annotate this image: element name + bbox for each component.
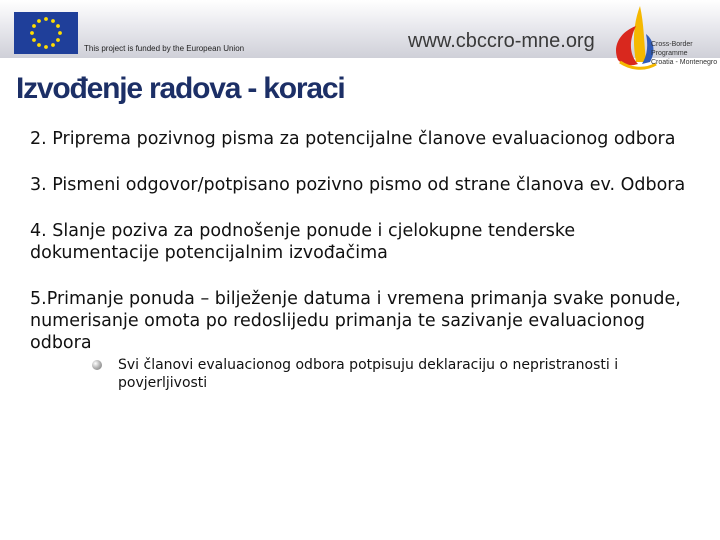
eu-flag-icon — [14, 12, 78, 54]
sub-bullet-text: Svi članovi evaluacionog odbora potpisuju deklaraciju o nepristranosti i povjerljivosti — [118, 357, 619, 391]
step-item: 2. Priprema pozivnog pisma za potencijalne članove evaluacionog odbora — [30, 129, 676, 149]
slide-content — [30, 128, 700, 392]
slide-title: Izvođenje radova - koraci — [16, 72, 345, 105]
logo-line: Cross-Border — [651, 41, 693, 48]
bullet-icon — [92, 360, 102, 370]
logo-caption — [651, 40, 717, 67]
sub-bullet-item — [30, 356, 700, 392]
step-item: 4. Slanje poziva za podnošenje ponude i cjelokupne tenderske dokumentacije potencijalnim izvođačima — [30, 221, 576, 263]
step-item: 3. Pismeni odgovor/potpisano pozivno pismo od strane članova ev. Odbora — [30, 175, 686, 195]
eu-funding-caption: This project is funded by the European Union — [84, 44, 245, 53]
step-item: 5.Primanje ponuda – bilježenje datuma i vremena primanja svake ponude, numerisanje omota po redoslijedu primanja te sazivanje evaluacionog odbora — [30, 289, 681, 353]
website-url[interactable]: www.cbccro-mne.org — [408, 30, 595, 52]
logo-line: Croatia - Montenegro — [651, 59, 718, 66]
logo-line: Programme — [651, 50, 688, 57]
